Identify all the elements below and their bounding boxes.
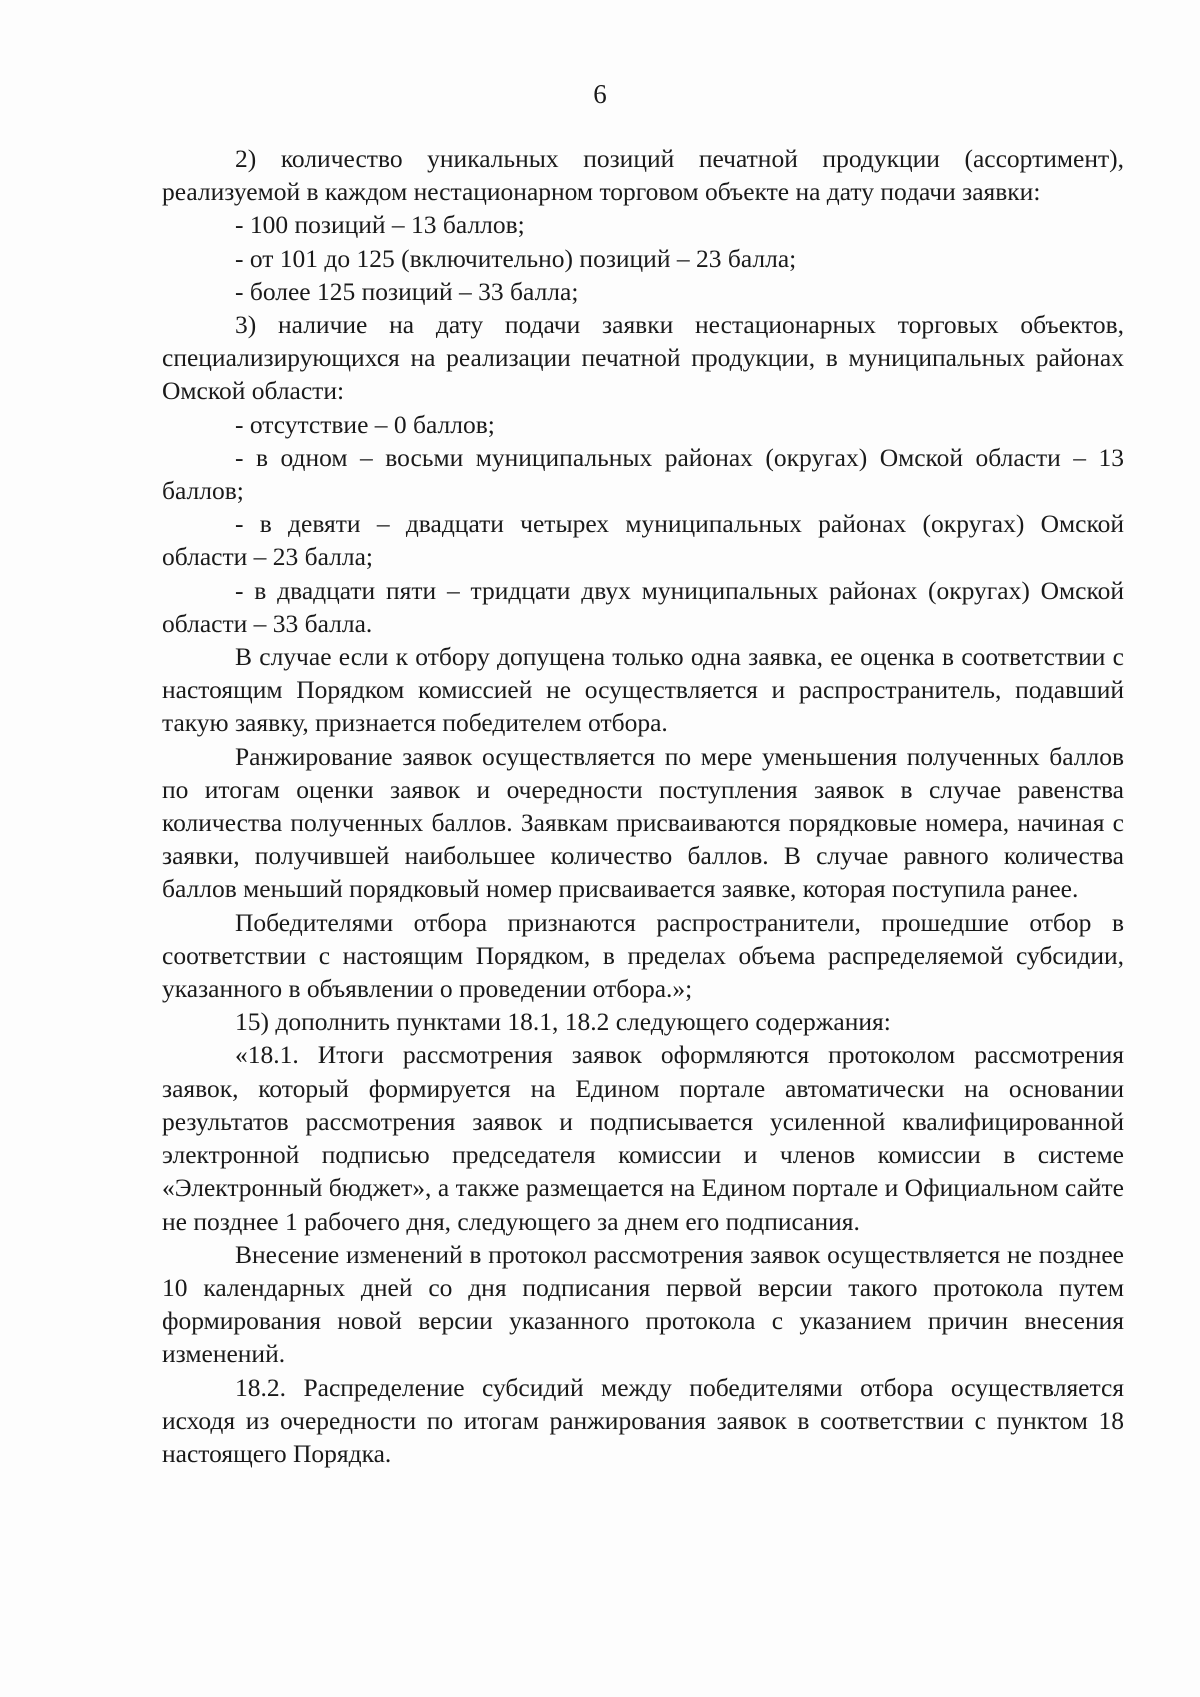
list-item: - в двадцати пяти – тридцати двух муниципальных районах (округах) Омской области – 33 балла.	[162, 575, 1124, 638]
paragraph-18-1: «18.1. Итоги рассмотрения заявок оформляются протоколом рассмотрения заявок, который формируется на Едином портале автоматически на основании результатов рассмотрения заявок и подписывается усиленной квалифицированной электронной подписью председателя комиссии и членов комиссии в системе «Электронный бюджет», а также размещается на Едином портале и Официальном сайте не позднее 1 рабочего дня, следующего за днем его подписания.	[162, 1040, 1124, 1236]
list-item: - в одном – восьми муниципальных районах (округах) Омской области – 13 баллов;	[162, 442, 1124, 506]
paragraph-item-3: 3) наличие на дату подачи заявки нестационарных торговых объектов, специализирующихся на реализации печатной продукции, в муниципальных районах Омской области:	[162, 310, 1124, 406]
paragraph-18-2: 18.2. Распределение субсидий между победителями отбора осуществляется исходя из очередности по итогам ранжирования заявок в соответствии с пунктом 18 настоящего Порядка.	[162, 1372, 1124, 1468]
paragraph-winners: Победителями отбора признаются распространители, прошедшие отбор в соответствии с настоящим Порядком, в пределах объема распределяемой субсидии, указанного в объявлении о проведении отбора.»;	[162, 907, 1124, 1004]
page-number: 6	[593, 79, 607, 109]
paragraph-item-2: 2) количество уникальных позиций печатной продукции (ассортимент), реализуемой в каждом нестационарном торговом объекте на дату подачи заявки:	[162, 144, 1124, 207]
list-item: - более 125 позиций – 33 балла;	[235, 276, 579, 306]
paragraph-item-15: 15) дополнить пунктами 18.1, 18.2 следующего содержания:	[235, 1007, 891, 1037]
paragraph-ranking: Ранжирование заявок осуществляется по мере уменьшения полученных баллов по итогам оценки заявок и очередности поступления заявок в случае равенства количества полученных баллов. Заявкам присваиваются порядковые номера, начиная с заявки, получившей наибольшее количество баллов. В случае равного количества баллов меньший порядковый номер присваивается заявке, которая поступила ранее.	[162, 741, 1124, 904]
document-body	[162, 142, 1124, 1470]
list-item: - в девяти – двадцати четырех муниципальных районах (округах) Омской области – 23 балла;	[162, 509, 1124, 572]
paragraph-protocol-changes: Внесение изменений в протокол рассмотрения заявок осуществляется не позднее 10 календарных дней со дня подписания первой версии такого протокола путем формирования новой версии указанного протокола с указанием причин внесения изменений.	[162, 1239, 1124, 1369]
paragraph-single-application: В случае если к отбору допущена только одна заявка, ее оценка в соответствии с настоящим Порядком комиссией не осуществляется и распространитель, подавший такую заявку, признается победителем отбора.	[162, 642, 1124, 738]
list-item: - 100 позиций – 13 баллов;	[235, 210, 525, 240]
list-item: - отсутствие – 0 баллов;	[235, 409, 495, 439]
list-item: - от 101 до 125 (включительно) позиций – 23 балла;	[235, 243, 797, 273]
